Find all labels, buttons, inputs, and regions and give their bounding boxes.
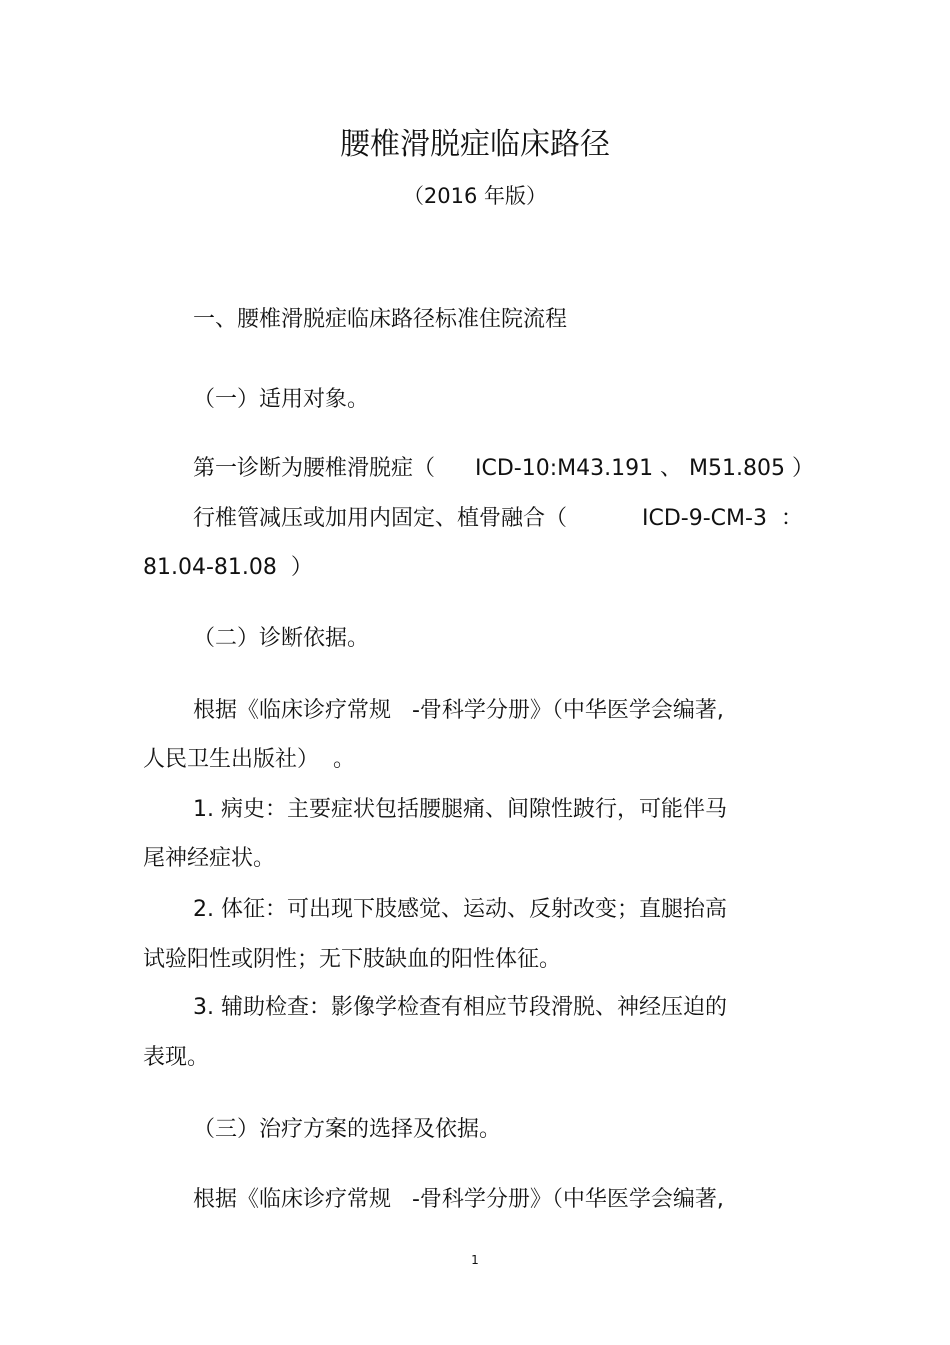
list-item: 1. 病史：主要症状包括腰腿痛、间隙性跛行，可能伴马 — [193, 797, 727, 822]
subsection-heading-2: （二）诊断依据。 — [193, 626, 370, 651]
page-number: 1 — [471, 1253, 479, 1267]
icd-code: ICD-10:M43.191 — [475, 456, 654, 481]
icd-procedure-code: ICD-9-CM-3 ： — [642, 506, 803, 531]
document-title: 腰椎滑脱症临床路径 — [340, 127, 610, 162]
list-item-continuation: 尾神经症状。 — [143, 846, 276, 871]
section-heading: 一、腰椎滑脱症临床路径标准住院流程 — [193, 307, 568, 332]
icd-code-secondary: 、 M51.805 ） — [660, 456, 814, 481]
paragraph-line: 行椎管减压或加用内固定、植骨融合（ — [193, 506, 568, 531]
list-item: 3. 辅助检查：影像学检查有相应节段滑脱、神经压迫的 — [193, 995, 727, 1020]
subsection-heading-1: （一）适用对象。 — [193, 387, 370, 412]
paragraph-line: 根据《临床诊疗常规 -骨科学分册》（中华医学会编著, — [193, 698, 724, 723]
list-item-continuation: 表现。 — [143, 1045, 210, 1070]
subsection-heading-3: （三）治疗方案的选择及依据。 — [193, 1117, 502, 1142]
list-item: 2. 体征：可出现下肢感觉、运动、反射改变；直腿抬高 — [193, 897, 727, 922]
paragraph-line: 81.04-81.08 ） — [143, 555, 313, 580]
paragraph-line: 第一诊断为腰椎滑脱症（ — [193, 456, 436, 481]
paragraph-line: 人民卫生出版社） 。 — [143, 747, 355, 772]
document-subtitle: （2016 年版） — [402, 184, 548, 208]
paragraph-line: 根据《临床诊疗常规 -骨科学分册》（中华医学会编著, — [193, 1187, 724, 1212]
list-item-continuation: 试验阳性或阴性；无下肢缺血的阳性体征。 — [143, 947, 562, 972]
